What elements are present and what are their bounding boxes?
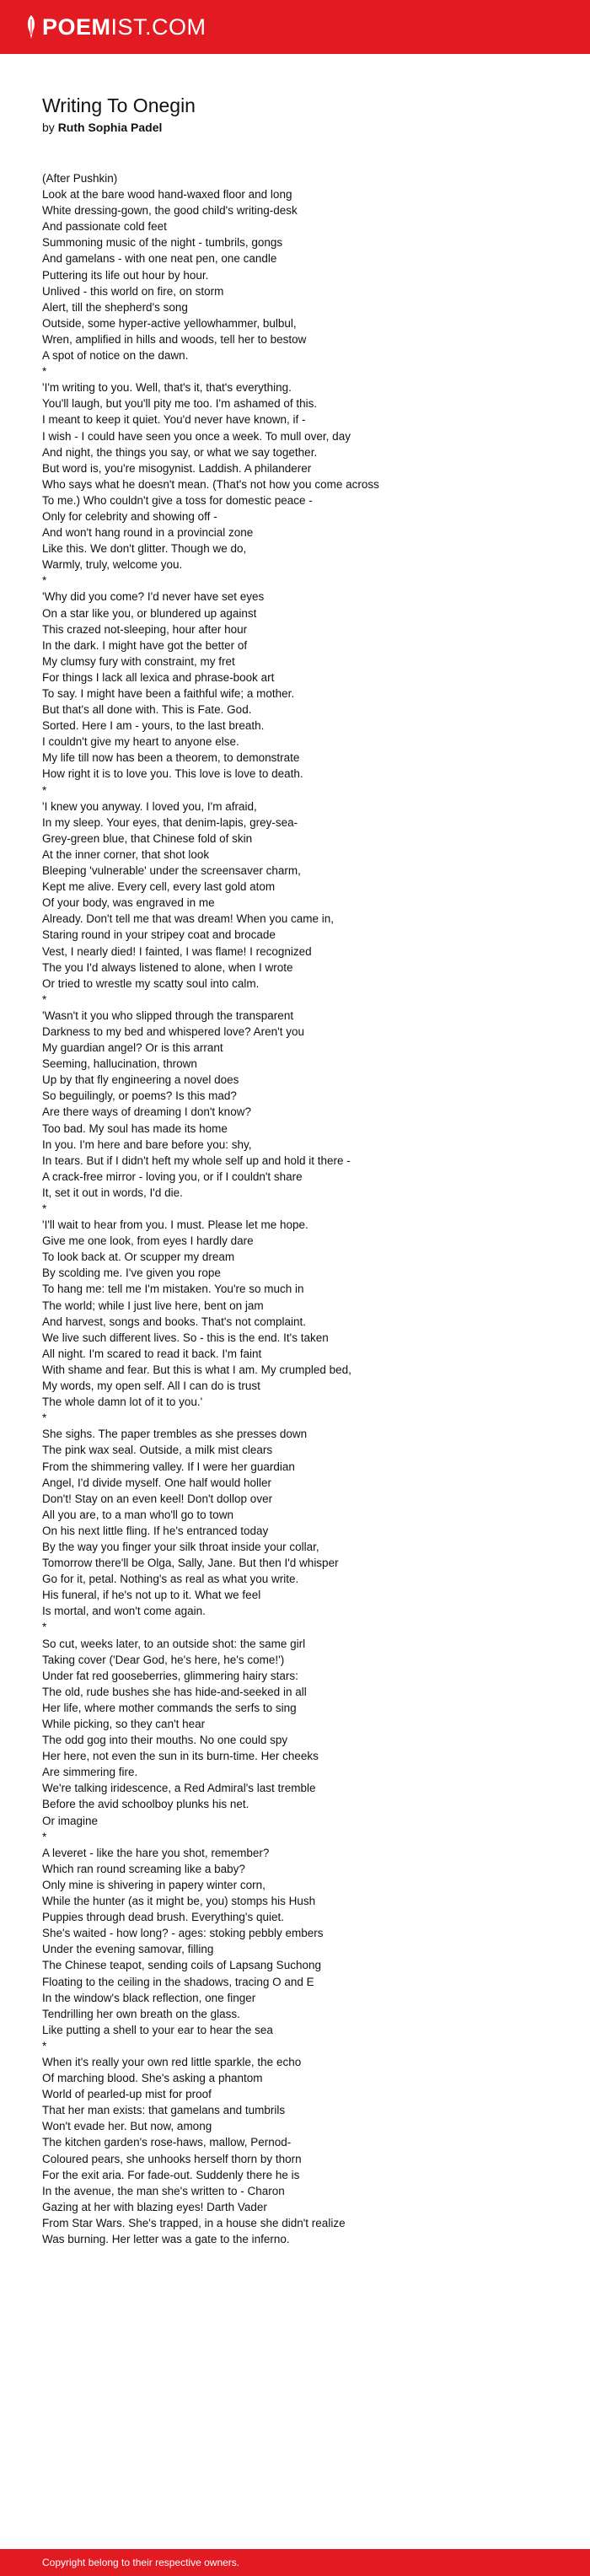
- poem-line: She's waited - how long? - ages: stoking pebbly embers: [42, 1927, 324, 1940]
- poem-line: Kept me alive. Every cell, every last gold atom: [42, 880, 276, 894]
- poem-line: In the dark. I might have got the better of: [42, 638, 248, 652]
- poem-line: All you are, to a man who'll go to town: [42, 1508, 233, 1521]
- poem-line: 'I knew you anyway. I loved you, I'm afraid,: [42, 799, 257, 813]
- by-label: by: [42, 121, 55, 134]
- poem-line: I wish - I could have seen you once a week. To mull over, day: [42, 429, 351, 443]
- poem-line: While the hunter (as it might be, you) stomps his Hush: [42, 1895, 316, 1908]
- poem-line: But that's all done with. This is Fate. God.: [42, 703, 252, 717]
- poem-line: From Star Wars. She's trapped, in a house she didn't realize: [42, 2216, 346, 2229]
- poem-line: World of pearled-up mist for proof: [42, 2088, 212, 2101]
- poem-line: We're talking iridescence, a Red Admiral's last tremble: [42, 1782, 316, 1795]
- poem-line: In you. I'm here and bare before you: shy,: [42, 1137, 252, 1151]
- poem-line: Too bad. My soul has made its home: [42, 1121, 228, 1135]
- poem-line: Seeming, hallucination, thrown: [42, 1057, 197, 1071]
- poem-line: And harvest, songs and books. That's not complaint.: [42, 1315, 307, 1328]
- poem-line: Unlived - this world on fire, on storm: [42, 284, 224, 298]
- poem-line: I meant to keep it quiet. You'd never have known, if -: [42, 413, 306, 427]
- poem-line: Like this. We don't glitter. Though we do,: [42, 542, 247, 556]
- poem-line: To me.) Who couldn't give a toss for domestic peace -: [42, 493, 313, 507]
- poem-line: And gamelans - with one neat pen, one candle: [42, 252, 277, 266]
- poem-body: [42, 170, 565, 2247]
- poem-line: Sorted. Here I am - yours, to the last breath.: [42, 719, 265, 733]
- poem-line: You'll laugh, but you'll pity me too. I'm ashamed of this.: [42, 397, 318, 411]
- poem-line: White dressing-gown, the good child's writing-desk: [42, 204, 298, 218]
- poem-line: Vest, I nearly died! I fainted, I was flame! I recognized: [42, 944, 312, 958]
- copyright-text: Copyright belong to their respective owners.: [42, 2557, 240, 2568]
- poem-line: Taking cover ('Dear God, he's here, he's come!'): [42, 1653, 285, 1666]
- poem-line: The pink wax seal. Outside, a milk mist clears: [42, 1444, 273, 1457]
- poem-line: 'Wasn't it you who slipped through the transparent: [42, 1008, 294, 1022]
- stanza-separator: *: [42, 783, 47, 797]
- poem-line: Angel, I'd divide myself. One half would holler: [42, 1476, 271, 1489]
- poem-line: Darkness to my bed and whispered love? Aren't you: [42, 1024, 305, 1038]
- poem-line: Is mortal, and won't come again.: [42, 1605, 206, 1618]
- poem-line: The kitchen garden's rose-haws, mallow, Pernod-: [42, 2136, 292, 2149]
- poem-line: To hang me: tell me I'm mistaken. You're so much in: [42, 1283, 304, 1296]
- poem-line: While picking, so they can't hear: [42, 1718, 206, 1730]
- poem-line: Go for it, petal. Nothing's as real as what you write.: [42, 1573, 299, 1586]
- poem-line: I couldn't give my heart to anyone else.: [42, 735, 239, 749]
- poem-line: My clumsy fury with constraint, my fret: [42, 654, 235, 668]
- poem-line: But word is, you're misogynist. Laddish. A philanderer: [42, 461, 312, 475]
- author-link[interactable]: Ruth Sophia Padel: [57, 121, 163, 134]
- logo-wordmark: [42, 12, 206, 42]
- poem-line: 'Why did you come? I'd never have set eyes: [42, 590, 265, 604]
- stanza-separator: *: [42, 2039, 47, 2052]
- poem-line: Like putting a shell to your ear to hear the sea: [42, 2023, 273, 2036]
- poem-line: Warmly, truly, welcome you.: [42, 558, 183, 572]
- poem-line: So cut, weeks later, to an outside shot: the same girl: [42, 1637, 306, 1650]
- poem-line: Outside, some hyper-active yellowhammer, bulbul,: [42, 316, 297, 330]
- poem-line: Alert, till the shepherd's song: [42, 300, 188, 314]
- poem-line: Her life, where mother commands the serfs to sing: [42, 1701, 297, 1714]
- poem-line: We live such different lives. So - this is the end. It's taken: [42, 1331, 329, 1344]
- poem-line: That her man exists: that gamelans and tumbrils: [42, 2104, 286, 2117]
- poem-line: The Chinese teapot, sending coils of Lapsang Suchong: [42, 1959, 321, 1972]
- poem-line: Gazing at her with blazing eyes! Darth Vader: [42, 2200, 267, 2213]
- poem-line: Only mine is shivering in papery winter corn,: [42, 1878, 266, 1891]
- poem-line: Bleeping 'vulnerable' under the screensaver charm,: [42, 864, 301, 878]
- poem-line: Grey-green blue, that Chinese fold of skin: [42, 831, 253, 845]
- poem-title: Writing To Onegin: [42, 94, 196, 116]
- poem-line: Don't! Stay on an even keel! Don't dollop over: [42, 1492, 273, 1505]
- stanza-separator: *: [42, 992, 47, 1006]
- stanza-separator: *: [42, 1202, 47, 1215]
- poem-line: It, set it out in words, I'd die.: [42, 1186, 183, 1199]
- poem-line: His funeral, if he's not up to it. What we feel: [42, 1589, 261, 1602]
- poem-line: My life till now has been a theorem, to demonstrate: [42, 751, 300, 765]
- poem-line: For things I lack all lexica and phrase-book art: [42, 670, 275, 684]
- poem-line: Give me one look, from eyes I hardly dare: [42, 1234, 254, 1248]
- poem-line: How right it is to love you. This love is love to death.: [42, 767, 303, 781]
- poem-line: This crazed not-sleeping, hour after hour: [42, 622, 248, 636]
- site-footer: [0, 2549, 590, 2576]
- poem-line: From the shimmering valley. If I were her guardian: [42, 1460, 295, 1473]
- poem-line: 'I'll wait to hear from you. I must. Please let me hope.: [42, 1218, 308, 1232]
- poem-line: My guardian angel? Or is this arrant: [42, 1041, 223, 1055]
- poem-line: Under fat red gooseberries, glimmering hairy stars:: [42, 1669, 298, 1682]
- poem-line: At the inner corner, that shot look: [42, 847, 210, 861]
- poem-container: [42, 93, 565, 2247]
- poem-line: My words, my open self. All I can do is trust: [42, 1379, 260, 1393]
- site-header: [0, 0, 590, 54]
- poem-line: Of marching blood. She's asking a phantom: [42, 2072, 263, 2085]
- poem-line: Floating to the ceiling in the shadows, tracing O and E: [42, 1975, 314, 1988]
- poem-line: Only for celebrity and showing off -: [42, 509, 217, 523]
- poem-line: For the exit aria. For fade-out. Suddenly there he is: [42, 2168, 300, 2181]
- stanza-separator: *: [42, 1412, 47, 1425]
- logo-light: IST.COM: [110, 14, 206, 40]
- poem-line: Wren, amplified in hills and woods, tell her to bestow: [42, 332, 307, 346]
- stanza-separator: *: [42, 1621, 47, 1634]
- poem-line: When it's really your own red little sparkle, the echo: [42, 2055, 302, 2068]
- poem-line: A leveret - like the hare you shot, remember?: [42, 1846, 270, 1859]
- poem-line: To say. I might have been a faithful wife; a mother.: [42, 687, 295, 700]
- quill-icon: [25, 14, 37, 40]
- poem-line: The you I'd always listened to alone, when I wrote: [42, 960, 293, 974]
- poem-line: And night, the things you say, or what we say together.: [42, 445, 318, 459]
- poem-line: To look back at. Or scupper my dream: [42, 1250, 235, 1264]
- poem-line: All night. I'm scared to read it back. I'm faint: [42, 1347, 262, 1360]
- poem-line: Tendrilling her own breath on the glass.: [42, 2007, 240, 2020]
- poem-line: (After Pushkin): [42, 172, 118, 185]
- poem-line: A spot of notice on the dawn.: [42, 349, 189, 363]
- poem-line: In the avenue, the man she's written to - Charon: [42, 2184, 285, 2197]
- poem-line: The old, rude bushes she has hide-and-seeked in all: [42, 1685, 307, 1698]
- poem-line: Of your body, was engraved in me: [42, 896, 215, 910]
- logo-bold: POEM: [42, 14, 111, 40]
- poem-line: On a star like you, or blundered up against: [42, 606, 257, 620]
- poem-line: In the window's black reflection, one finger: [42, 1991, 256, 2004]
- poem-line: Or imagine: [42, 1814, 99, 1827]
- poem-line: Already. Don't tell me that was dream! When you came in,: [42, 912, 334, 926]
- poem-line: Look at the bare wood hand-waxed floor and long: [42, 188, 292, 202]
- poem-line: Won't evade her. But now, among: [42, 2120, 212, 2133]
- poem-line: 'I'm writing to you. Well, that's it, that's everything.: [42, 381, 292, 395]
- poem-line: Under the evening samovar, filling: [42, 1943, 214, 1956]
- stanza-separator: *: [42, 574, 47, 588]
- poem-line: A crack-free mirror - loving you, or if I couldn't share: [42, 1170, 303, 1183]
- poem-line: The odd gog into their mouths. No one could spy: [42, 1734, 288, 1747]
- poem-line: Summoning music of the night - tumbrils, gongs: [42, 236, 283, 250]
- poem-line: Who says what he doesn't mean. (That's not how you come across: [42, 477, 379, 491]
- poem-line: Staring round in your stripey coat and brocade: [42, 928, 276, 942]
- poem-line: And won't hang round in a provincial zone: [42, 526, 254, 540]
- poem-line: Are simmering fire.: [42, 1766, 138, 1779]
- poem-line: Which ran round screaming like a baby?: [42, 1862, 245, 1875]
- poem-line: The world; while I just live here, bent on jam: [42, 1299, 264, 1312]
- poem-line: In my sleep. Your eyes, that denim-lapis, grey-sea-: [42, 815, 298, 829]
- poem-line: Was burning. Her letter was a gate to the inferno.: [42, 2233, 290, 2245]
- stanza-separator: *: [42, 1830, 47, 1843]
- poem-line: So beguilingly, or poems? Is this mad?: [42, 1089, 237, 1103]
- poem-line: On his next little fling. If he's entranced today: [42, 1524, 269, 1537]
- poem-line: Up by that fly engineering a novel does: [42, 1073, 239, 1087]
- poem-line: Before the avid schoolboy plunks his net.: [42, 1798, 249, 1811]
- poem-line: She sighs. The paper trembles as she presses down: [42, 1428, 308, 1441]
- site-logo[interactable]: [25, 12, 206, 42]
- poem-line: Coloured pears, she unhooks herself thorn by thorn: [42, 2152, 302, 2165]
- poem-line: Tomorrow there'll be Olga, Sally, Jane. But then I'd whisper: [42, 1557, 339, 1570]
- poem-line: Or tried to wrestle my scatty soul into calm.: [42, 976, 260, 990]
- poem-line: By the way you finger your silk throat inside your collar,: [42, 1540, 319, 1553]
- poem-line: The whole damn lot of it to you.': [42, 1396, 203, 1409]
- poem-line: And passionate cold feet: [42, 220, 167, 234]
- poem-line: Her here, not even the sun in its burn-time. Her cheeks: [42, 1750, 319, 1763]
- stanza-separator: *: [42, 365, 47, 379]
- poem-line: Puppies through dead brush. Everything's quiet.: [42, 1911, 285, 1924]
- poem-byline: [42, 119, 565, 136]
- poem-line: By scolding me. I've given you rope: [42, 1266, 221, 1280]
- poem-line: Puttering its life out hour by hour.: [42, 268, 209, 282]
- poem-line: With shame and fear. But this is what I am. My crumpled bed,: [42, 1363, 351, 1376]
- poem-line: Are there ways of dreaming I don't know?: [42, 1105, 251, 1119]
- poem-line: In tears. But if I didn't heft my whole self up and hold it there -: [42, 1154, 351, 1167]
